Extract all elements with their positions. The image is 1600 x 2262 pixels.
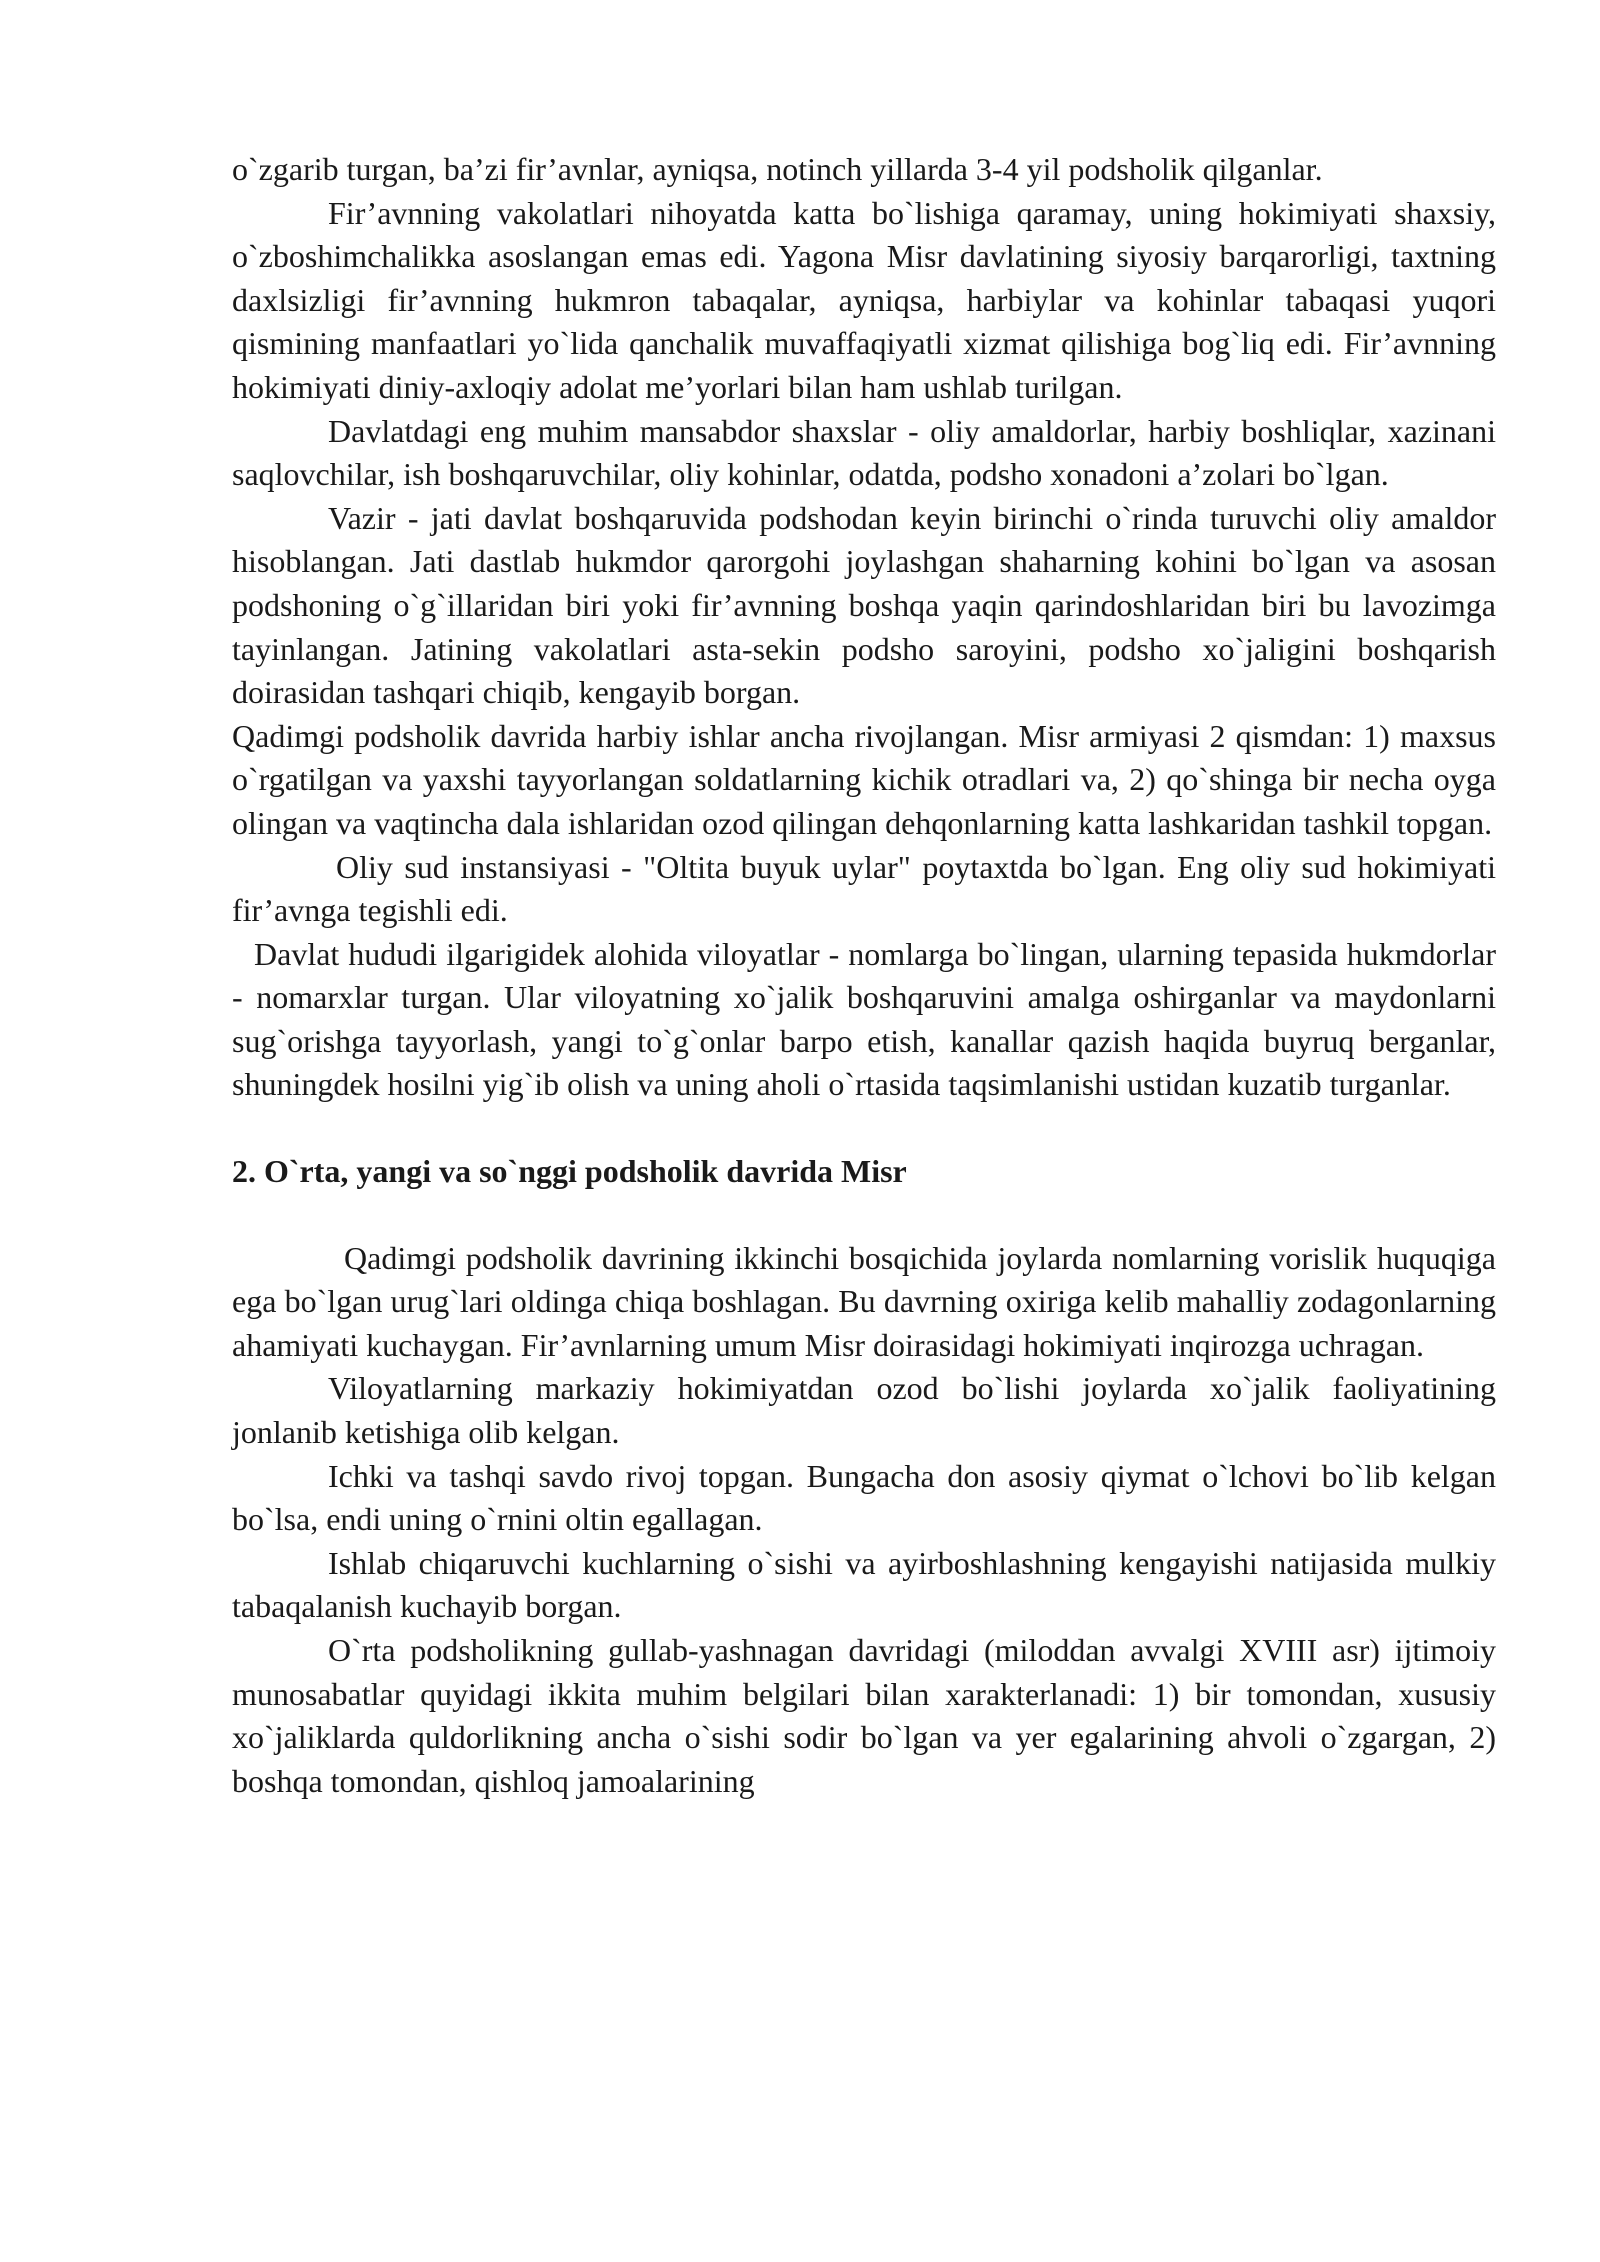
paragraph-10: Ichki va tashqi savdo rivoj topgan. Bungacha don asosiy qiymat o`lchovi bo`lib kelgan bo`lsa, endi uning o`rnini oltin egallagan. (232, 1457, 1496, 1538)
paragraph-9: Viloyatlarning markaziy hokimiyatdan ozod bo`lishi joylarda xo`jalik faoliyatining jonlanib ketishiga olib kelgan. (232, 1370, 1496, 1451)
paragraph-11: Ishlab chiqaruvchi kuchlarning o`sishi va ayirboshlashning kengayishi natijasida mulkiy tabaqalanish kuchayib borgan. (232, 1544, 1496, 1625)
paragraph-8: Qadimgi podsholik davrining ikkinchi bosqichida joylarda nomlarning vorislik huquqiga ega bo`lgan urug`lari oldinga chiqa boshlagan. Bu davrning oxiriga kelib mahalliy zodagonlarning ahamiyati kuchaygan. Fir’avnlarning umum Misr doirasidagi hokimiyati inqirozga uchragan. (232, 1239, 1496, 1363)
paragraph-12: O`rta podsholikning gullab-yashnagan davridagi (miloddan avvalgi XVIII asr) ijtimoiy munosabatlar quyidagi ikkita muhim belgilari bilan xarakterlanadi: 1) bir tomondan, xususiy xo`jaliklarda quldorlikning ancha o`sishi sodir bo`lgan va yer egalarining ahvoli o`zgargan, 2) boshqa tomondan, qishloq jamoalarining (232, 1632, 1496, 1799)
paragraph-3: Davlatdagi eng muhim mansabdor shaxslar - oliy amaldorlar, harbiy boshliqlar, xazinani saqlovchilar, ish boshqaruvchilar, oliy kohinlar, odatda, podsho xonadoni a’zolari bo`lgan. (232, 412, 1496, 493)
section-heading: 2. O`rta, yangi va so`nggi podsholik davrida Misr (232, 1153, 907, 1190)
paragraph-7: Davlat hududi ilgarigidek alohida viloyatlar - nomlarga bo`lingan, ularning tepasida hukmdorlar - nomarxlar turgan. Ular viloyatning xo`jalik boshqaruvini amalga oshirganlar va maydonlarni sug`orishga tayyorlash, yangi to`g`onlar barpo etish, kanallar qazish haqida buyruq berganlar, shuningdek hosilni yig`ib olish va uning aholi o`rtasida taqsimlanishi ustidan kuzatib turganlar. (232, 935, 1496, 1103)
paragraph-6: Oliy sud instansiyasi - "Oltita buyuk uylar" poytaxtda bo`lgan. Eng oliy sud hokimiyati fir’avnga tegishli edi. (232, 848, 1496, 929)
paragraph-1: o`zgarib turgan, ba’zi fir’avnlar, ayniqsa, notinch yillarda 3-4 yil podsholik qilganlar. (232, 151, 1323, 187)
paragraph-4: Vazir - jati davlat boshqaruvida podshodan keyin birinchi o`rinda turuvchi oliy amaldor hisoblangan. Jati dastlab hukmdor qarorgohi joylashgan shaharning kohini bo`lgan va asosan podshoning o`g`illaridan biri yoki fir’avnning boshqa yaqin qarindoshlaridan biri bu lavozimga tayinlangan. Jatining vakolatlari asta-sekin podsho saroyini, podsho xo`jaligini boshqarish doirasidan tashqari chiqib, kengayib borgan. (232, 499, 1496, 711)
document-page (232, 148, 1496, 1803)
paragraph-2: Fir’avnning vakolatlari nihoyatda katta bo`lishiga qaramay, uning hokimiyati shaxsiy, o`zboshimchalikka asoslangan emas edi. Yagona Misr davlatining siyosiy barqarorligi, taxtning daxlsizligi fir’avnning hukmron tabaqalar, ayniqsa, harbiylar va kohinlar tabaqasi yuqori qismining manfaatlari yo`lida qanchalik muvaffaqiyatli xizmat qilishiga bog`liq edi. Fir’avnning hokimiyati diniy-axloqiy adolat me’yorlari bilan ham ushlab turilgan. (232, 194, 1496, 405)
paragraph-5: Qadimgi podsholik davrida harbiy ishlar ancha rivojlangan. Misr armiyasi 2 qismdan: 1) maxsus o`rgatilgan va yaxshi tayyorlangan soldatlarning kichik otradlari va, 2) qo`shinga bir necha oyga olingan va vaqtincha dala ishlaridan ozod qilingan dehqonlarning katta lashkaridan tashkil topgan. (232, 717, 1496, 841)
